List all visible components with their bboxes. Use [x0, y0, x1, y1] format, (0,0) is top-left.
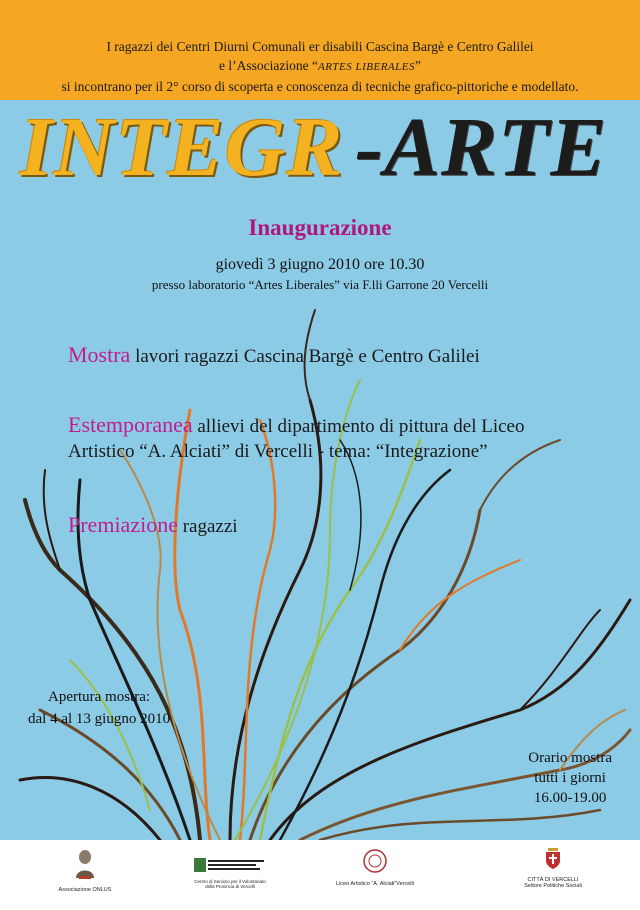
header-line-1: I ragazzi dei Centri Diurni Comunali er disabili Cascina Bargè e Centro Galilei [106, 39, 534, 54]
opening-line-2: dal 4 al 13 giugno 2010 [28, 711, 171, 727]
header-line-2 [0, 56, 640, 77]
hours-line-1: Orario mostra [528, 750, 612, 766]
footer-logos [0, 840, 640, 910]
inauguration-date: giovedì 3 giugno 2010 ore 10.30 [215, 256, 425, 273]
title-part-1: INTEGR [20, 101, 344, 194]
logo-comune-vercelli [518, 848, 588, 889]
main-title [0, 100, 640, 195]
item-premiazione [68, 512, 238, 539]
item-text: lavori ragazzi Cascina Bargè e Centro Galilei [130, 346, 480, 367]
header-line-3: si incontrano per il 2° corso di scoperta e conoscenza di tecniche grafico-pittoriche e modellato. [61, 79, 579, 94]
logo-caption: Centro di Servizio per il Volontariato della Provincia di Vercelli [194, 879, 266, 889]
opening-line-1: Apertura mostra: [48, 689, 151, 705]
logo-caption-2: Settore Politiche Sociali [524, 883, 582, 889]
item-key: Estemporanea [68, 412, 193, 437]
coat-of-arms-icon [544, 848, 562, 870]
inauguration-venue: presso laboratorio “Artes Liberales” via F.lli Garrone 20 Vercelli [151, 277, 489, 292]
item-mostra [68, 342, 480, 369]
item-key: Mostra [68, 342, 131, 367]
seal-icon [362, 848, 388, 874]
item-text: allievi del dipartimento di pittura del Liceo [192, 416, 525, 437]
logo-caption: Associazione ONLUS [58, 887, 112, 893]
header-line-2-prefix: e l’Associazione “ [219, 58, 318, 73]
logo-caption: Liceo Artistico “A. Alciati”Vercelli [336, 881, 414, 887]
logo-caption: CITTÀ DI VERCELLI [527, 877, 579, 883]
logo-liceo [330, 848, 420, 887]
item-estemporanea [68, 412, 524, 464]
csv-icon [194, 858, 266, 872]
inauguration-label: Inaugurazione [248, 215, 392, 240]
bust-icon [73, 848, 97, 880]
header-band [0, 0, 640, 100]
item-key: Premiazione [68, 512, 178, 537]
opening-dates [28, 686, 170, 730]
title-part-2: -ARTE [355, 101, 608, 194]
header-line-2-suffix: ” [415, 58, 421, 73]
hours-line-3: 16.00-19.00 [533, 790, 607, 806]
association-name: ARTES LIBERALES [317, 61, 415, 73]
item-text-line-2: Artistico “A. Alciati” di Vercelli - tema: “Integrazione” [68, 441, 488, 462]
opening-hours [528, 748, 612, 808]
item-text: ragazzi [177, 516, 238, 537]
logo-csv [190, 858, 270, 889]
logo-artes-liberales [55, 848, 115, 893]
hours-line-2: tutti i giorni [534, 770, 606, 786]
